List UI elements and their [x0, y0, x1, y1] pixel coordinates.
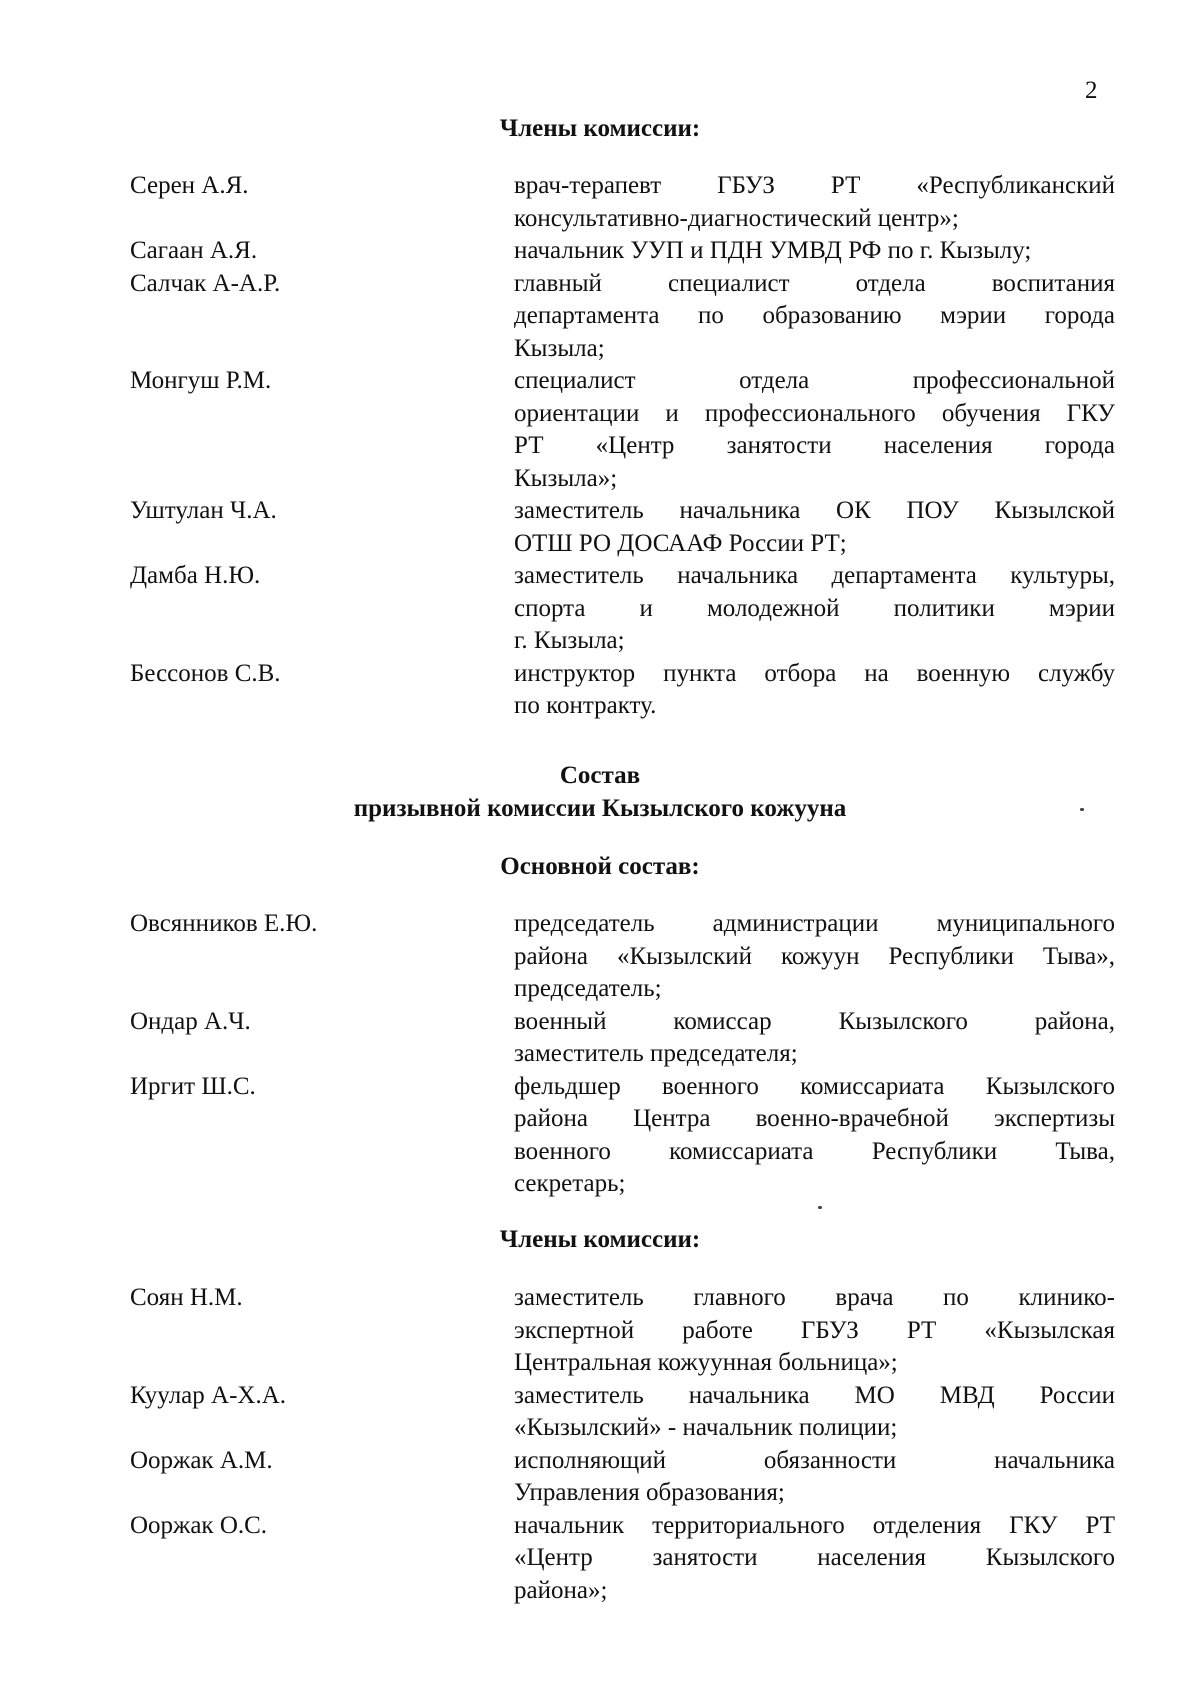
- member-entry: [130, 1282, 1115, 1380]
- member-name: Овсянников Е.Ю.: [130, 910, 318, 937]
- member-name: Монгуш Р.М.: [130, 367, 272, 394]
- member-entry: [130, 1445, 1115, 1510]
- member-name: Уштулан Ч.А.: [130, 497, 277, 524]
- member-entry: [130, 560, 1115, 658]
- member-entry: [130, 908, 1115, 1006]
- members-heading-2: Члены комиссии:: [499, 1226, 701, 1253]
- member-name: Бессонов С.В.: [130, 659, 281, 687]
- member-role: начальник территориального отделения ГКУ РТ «Центр занятости населения Кызылского района»;: [514, 1511, 1115, 1604]
- member-name: Дамба Н.Ю.: [130, 562, 261, 589]
- member-role: председатель администрации муниципального района «Кызылский кожуун Республики Тыва», председатель;: [514, 910, 1115, 1002]
- member-entry: [130, 1380, 1115, 1445]
- member-role: инструктор пункта отбора на военную службу по контракту.: [514, 659, 1115, 719]
- member-entry: [130, 1006, 1115, 1071]
- member-role: заместитель начальника ОК ПОУ Кызылской ОТШ РО ДОСААФ России РТ;: [514, 497, 1115, 557]
- scan-speck: [1080, 808, 1084, 811]
- member-role: фельдшер военного комиссариата Кызылского района Центра военно-врачебной экспертизы военного комиссариата Республики Тыва, секретарь;: [514, 1072, 1115, 1197]
- member-entry: [130, 1071, 1115, 1201]
- members-heading: Члены комиссии:: [499, 115, 701, 142]
- member-name: Ооржак А.М.: [130, 1446, 273, 1474]
- main-composition-list: [130, 908, 1115, 1201]
- page-number: 2: [1085, 77, 1098, 104]
- members-list: [130, 170, 1115, 723]
- composition-subtitle: призывной комиссии Кызылского кожууна: [353, 795, 847, 822]
- member-role: исполняющий обязанности начальника Управления образования;: [514, 1446, 1115, 1506]
- member-entry: [130, 365, 1115, 495]
- main-composition-heading: Основной состав:: [500, 853, 700, 880]
- members-list-2: [130, 1282, 1115, 1607]
- member-role: специалист отдела профессиональной ориентации и профессионального обучения ГКУ РТ «Центр занятости населения города Кызыла»;: [514, 367, 1115, 492]
- member-role: заместитель начальника МО МВД России «Кызылский» - начальник полиции;: [514, 1381, 1115, 1441]
- member-role: военный комиссар Кызылского района, заместитель председателя;: [514, 1007, 1115, 1067]
- member-entry: [130, 658, 1115, 723]
- member-role: главный специалист отдела воспитания департамента по образованию мэрии города Кызыла;: [514, 269, 1115, 362]
- member-name: Сагаан А.Я.: [130, 237, 258, 264]
- member-entry: [130, 1510, 1115, 1608]
- member-role: заместитель главного врача по клинико- экспертной работе ГБУЗ РТ «Кызылская Центральная кожуунная больница»;: [514, 1284, 1115, 1376]
- composition-title: Состав: [559, 762, 641, 789]
- member-role: начальник УУП и ПДН УМВД РФ по г. Кызылу;: [514, 237, 1032, 264]
- member-name: Соян Н.М.: [130, 1284, 243, 1311]
- member-entry: [130, 495, 1115, 560]
- scan-speck: [818, 1206, 822, 1209]
- member-name: Куулар А-Х.А.: [130, 1381, 287, 1409]
- member-role: заместитель начальника департамента культуры, спорта и молодежной политики мэрии г. Кызыла;: [514, 562, 1115, 654]
- member-name: Иргит Ш.С.: [130, 1072, 256, 1100]
- member-name: Ооржак О.С.: [130, 1511, 268, 1539]
- member-name: Серен А.Я.: [130, 172, 249, 199]
- member-role: врач-терапевт ГБУЗ РТ «Республиканский консультативно-диагностический центр»;: [514, 172, 1115, 232]
- member-entry: [130, 268, 1115, 366]
- member-entry: [130, 235, 1115, 268]
- member-entry: [130, 170, 1115, 235]
- member-name: Салчак А-А.Р.: [130, 269, 281, 297]
- member-name: Ондар А.Ч.: [130, 1007, 251, 1035]
